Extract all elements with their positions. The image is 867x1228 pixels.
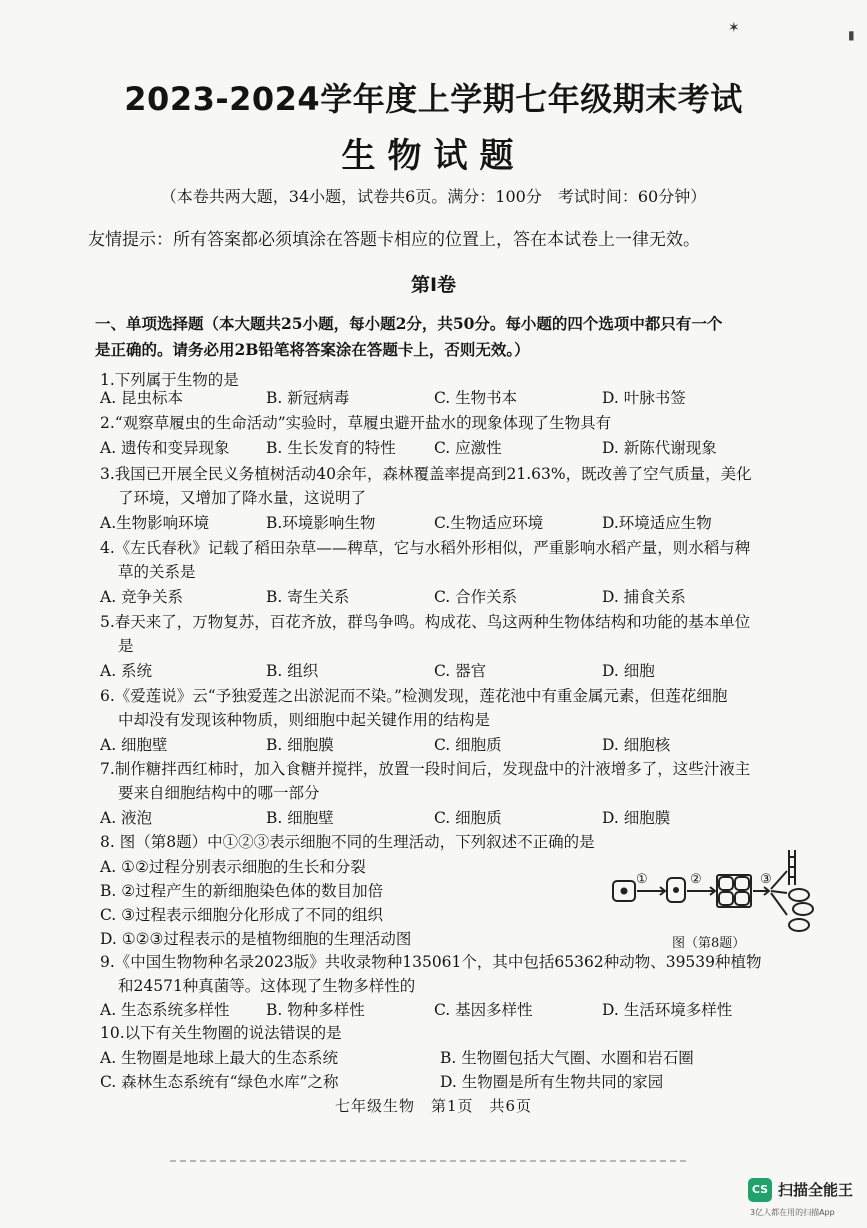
q10-stem: 10.以下有关生物圈的说法错误的是 [100,1024,342,1042]
q2-stem: 2.“观察草履虫的生命活动”实验时，草履虫避开盐水的现象体现了生物具有 [100,414,612,432]
q4-option-b: B. 寄生关系 [266,588,350,606]
q9-stem-line2: 和24571种真菌等。这体现了生物多样性的 [118,977,416,995]
q5-option-c: C. 器官 [434,662,487,680]
q10-option-a: A. 生物圈是地球上最大的生态系统 [100,1049,339,1067]
section-heading-line1: 一、单项选择题（本大题共25小题，每小题2分，共50分。每小题的四个选项中都只有一个 [95,314,723,333]
q6-option-c: C. 细胞质 [434,736,502,754]
section-heading-line2: 是正确的。请务必用2B铅笔将答案涂在答题卡上，否则无效。） [95,340,530,359]
q9-option-b: B. 物种多样性 [266,1001,365,1019]
q8-option-d: D. ①②③过程表示的是植物细胞的生理活动图 [100,930,412,948]
q9-option-d: D. 生活环境多样性 [602,1001,733,1019]
subject-title: 生物试题 [341,136,526,176]
q6-option-d: D. 细胞核 [602,736,671,754]
q8-option-a: A. ①②过程分别表示细胞的生长和分裂 [100,858,366,876]
q5-stem-line1: 5.春天来了，万物复苏，百花齐放，群鸟争鸣。构成花、鸟这两种生物体结构和功能的基本单位 [100,613,751,631]
scanner-app-slogan: 3亿人都在用的扫描App [750,1208,835,1217]
q8-figure-caption: 图（第8题） [672,936,746,951]
q6-option-a: A. 细胞壁 [100,736,168,754]
q1-option-c: C. 生物书本 [434,389,518,407]
q4-stem-line1: 4.《左氏春秋》记载了稻田杂草——稗草，它与水稻外形相似，严重影响水稻产量，则水稻与稗 [100,539,751,557]
q1-option-b: B. 新冠病毒 [266,389,350,407]
q5-option-a: A. 系统 [100,662,153,680]
q3-option-a: A.生物影响环境 [100,514,210,532]
q7-option-a: A. 液泡 [100,809,153,827]
corner-mark-small: ▮ [848,28,855,42]
exam-info: （本卷共两大题，34小题，试卷共6页。满分：100分 考试时间：60分钟） [160,187,707,206]
q6-stem-line1: 6.《爱莲说》云“予独爱莲之出淤泥而不染。”检测发现，莲花池中有重金属元素，但莲花细胞 [100,687,728,705]
q4-option-d: D. 捕食关系 [602,588,686,606]
q1-option-d: D. 叶脉书签 [602,389,686,407]
q7-stem-line2: 要来自细胞结构中的哪一部分 [118,784,320,802]
q3-option-d: D.环境适应生物 [602,514,712,532]
q5-option-b: B. 组织 [266,662,319,680]
scan-line-artifact [170,1160,690,1162]
q7-stem-line1: 7.制作糖拌西红柿时，加入食糖并搅拌，放置一段时间后，发现盘中的汁液增多了，这些汁液主 [100,760,751,778]
page-footer: 七年级生物 第1页 共6页 [334,1097,533,1115]
q9-option-a: A. 生态系统多样性 [100,1001,230,1019]
q6-option-b: B. 细胞膜 [266,736,334,754]
q10-option-d: D. 生物圈是所有生物共同的家园 [440,1073,664,1091]
q6-stem-line2: 中却没有发现该种物质，则细胞中起关键作用的结构是 [118,711,491,729]
q5-option-d: D. 细胞 [602,662,655,680]
q2-option-d: D. 新陈代谢现象 [602,439,717,457]
q9-stem-line1: 9.《中国生物物种名录2023版》共收录物种135061个，其中包括65362种动物、39539种植物 [100,953,762,971]
q8-label-1: ① [636,872,648,887]
q9-option-c: C. 基因多样性 [434,1001,533,1019]
friendly-tip: 友情提示：所有答案都必须填涂在答题卡相应的位置上，答在本试卷上一律无效。 [88,230,700,250]
q10-option-c: C. 森林生态系统有“绿色水库”之称 [100,1073,339,1091]
q5-stem-line2: 是 [118,637,134,655]
scanner-app-logo-icon: CS [748,1178,772,1202]
q8-label-2: ② [690,872,702,887]
q2-option-c: C. 应激性 [434,439,502,457]
corner-mark: ✶ [728,20,740,36]
q4-option-c: C. 合作关系 [434,588,518,606]
q7-option-b: B. 细胞壁 [266,809,334,827]
q8-stem: 8. 图（第8题）中①②③表示细胞不同的生理活动，下列叙述不正确的是 [100,833,595,851]
q8-cell-figure [605,845,835,940]
volume-heading: 第Ⅰ卷 [410,274,457,296]
q8-label-3: ③ [760,872,772,887]
q2-option-b: B. 生长发育的特性 [266,439,396,457]
q2-option-a: A. 遗传和变异现象 [100,439,230,457]
q10-option-b: B. 生物圈包括大气圈、水圈和岩石圈 [440,1049,694,1067]
q3-option-b: B.环境影响生物 [266,514,376,532]
q3-stem-line1: 3.我国已开展全民义务植树活动40余年，森林覆盖率提高到21.63%，既改善了空气质量，美化 [100,465,752,483]
q7-option-d: D. 细胞膜 [602,809,671,827]
exam-title: 2023-2024学年度上学期七年级期末考试 [124,80,743,118]
q7-option-c: C. 细胞质 [434,809,502,827]
q3-stem-line2: 了环境，又增加了降水量，这说明了 [118,489,367,507]
scanner-app-name: 扫描全能王 [778,1181,854,1199]
q8-option-b: B. ②过程产生的新细胞染色体的数目加倍 [100,882,384,900]
q4-option-a: A. 竞争关系 [100,588,184,606]
q1-option-a: A. 昆虫标本 [100,389,184,407]
q4-stem-line2: 草的关系是 [118,563,196,581]
q3-option-c: C.生物适应环境 [434,514,544,532]
q1-stem: 1.下列属于生物的是 [100,371,239,389]
q8-option-c: C. ③过程表示细胞分化形成了不同的组织 [100,906,384,924]
